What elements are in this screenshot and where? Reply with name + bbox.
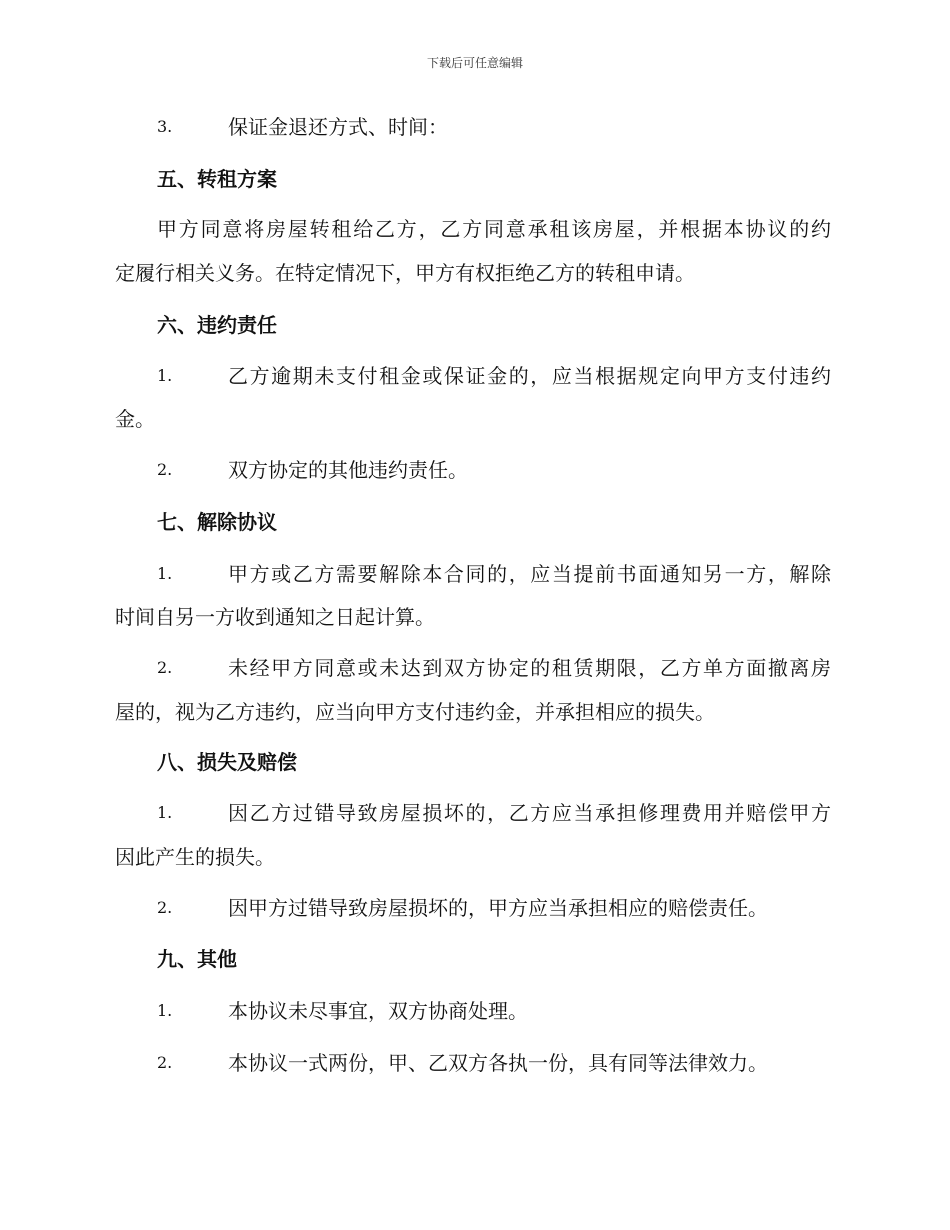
paragraph-line: 定履行相关义务。在特定情况下，甲方有权拒绝乙方的转租申请。: [115, 261, 695, 285]
item-text-continued: 金。: [115, 407, 155, 431]
item-text: 双方协定的其他违约责任。: [228, 458, 468, 482]
item-number: 2.: [157, 658, 173, 677]
section-heading: 五、转租方案: [157, 167, 277, 191]
item-text: 保证金退还方式、时间：: [228, 115, 448, 139]
item-text: [228, 362, 831, 390]
item-number: 1.: [157, 1001, 173, 1020]
item-text-line: 甲方或乙方需要解除本合同的，应当提前书面通知另一方，解除: [228, 562, 831, 586]
paragraph-text: 甲方同意将房屋转租给乙方，乙方同意承租该房屋，并根据本协议的约: [157, 217, 831, 241]
item-text-continued: 时间自另一方收到通知之日起计算。: [115, 605, 435, 629]
item-text: [228, 560, 831, 588]
item-number: 2.: [157, 1053, 173, 1072]
item-text: 本协议一式两份，甲、乙双方各执一份，具有同等法律效力。: [228, 1051, 768, 1075]
page-header: 下载后可任意编辑: [426, 56, 523, 70]
section-heading: 八、损失及赔偿: [157, 750, 297, 774]
item-number: 2.: [157, 898, 173, 917]
item-number: 1.: [157, 803, 173, 822]
item-number: 1.: [157, 366, 173, 385]
section-heading: 九、其他: [157, 947, 237, 971]
item-text-line: 未经甲方同意或未达到双方协定的租赁期限，乙方单方面撤离房: [228, 656, 831, 680]
section-heading: 六、违约责任: [157, 313, 277, 337]
item-text: [228, 799, 831, 827]
item-text-continued: 因此产生的损失。: [115, 845, 275, 869]
item-text: 本协议未尽事宜，双方协商处理。: [228, 999, 528, 1023]
item-text: [228, 654, 831, 682]
item-text-line: 因乙方过错导致房屋损坏的，乙方应当承担修理费用并赔偿甲方: [228, 801, 831, 825]
paragraph-line: [157, 215, 831, 243]
item-text-continued: 屋的，视为乙方违约，应当向甲方支付违约金，并承担相应的损失。: [115, 700, 715, 724]
item-number: 2.: [157, 460, 173, 479]
item-number: 3.: [157, 117, 173, 136]
item-text: 因甲方过错导致房屋损坏的，甲方应当承担相应的赔偿责任。: [228, 896, 768, 920]
section-heading: 七、解除协议: [157, 510, 277, 534]
item-number: 1.: [157, 564, 173, 583]
item-text-line: 乙方逾期未支付租金或保证金的，应当根据规定向甲方支付违约: [228, 364, 831, 388]
